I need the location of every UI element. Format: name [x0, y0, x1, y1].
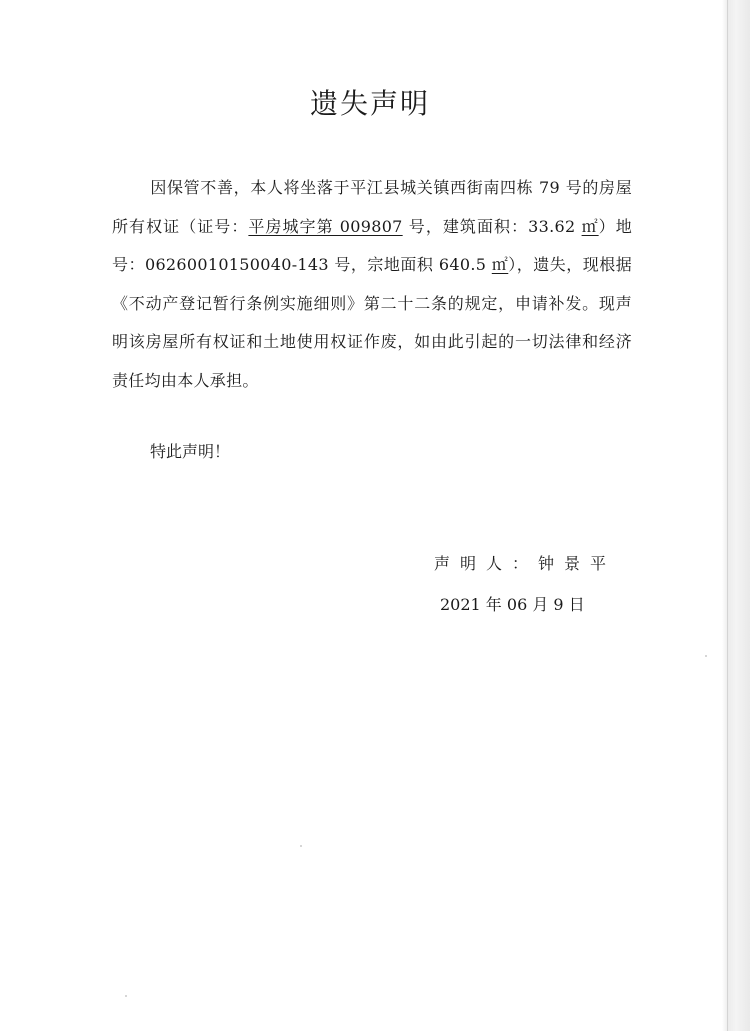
paragraph-part-2: 号，建筑面积：33.62 [402, 216, 582, 236]
paragraph-part-1: 因保管不善，本人将坐落于平江县城关镇西街南四栋 79 号的房屋所有权证（证号： [112, 178, 632, 236]
area-unit-land: ㎡ [491, 255, 509, 274]
paragraph-part-4: ），遗失，现根据《不动产登记暂行条例实施细则》第二十二条的规定，申请补发。现声明该房屋所有权证和土地使用权证作废，如由此引起的一切法律和经济责任均由本人承担。 [112, 255, 632, 390]
declarant-signature: 声明人：钟景平 [434, 554, 617, 573]
paragraph-part-3: ）地号：06260010150040-143 号，宗地面积 640.5 [112, 216, 632, 274]
page-edge-line [727, 0, 728, 1031]
closing-remark: 特此声明！ [150, 442, 231, 461]
statement-paragraph [112, 169, 632, 400]
statement-date: 2021 年 06 月 9 日 [440, 595, 585, 614]
certificate-number: 平房城字第 009807 [248, 216, 403, 236]
document-title: 遗失声明 [309, 87, 430, 120]
scan-speck [705, 655, 707, 657]
scan-speck [300, 845, 302, 847]
area-unit-building: ㎡ [581, 216, 599, 236]
scan-speck [125, 995, 127, 997]
